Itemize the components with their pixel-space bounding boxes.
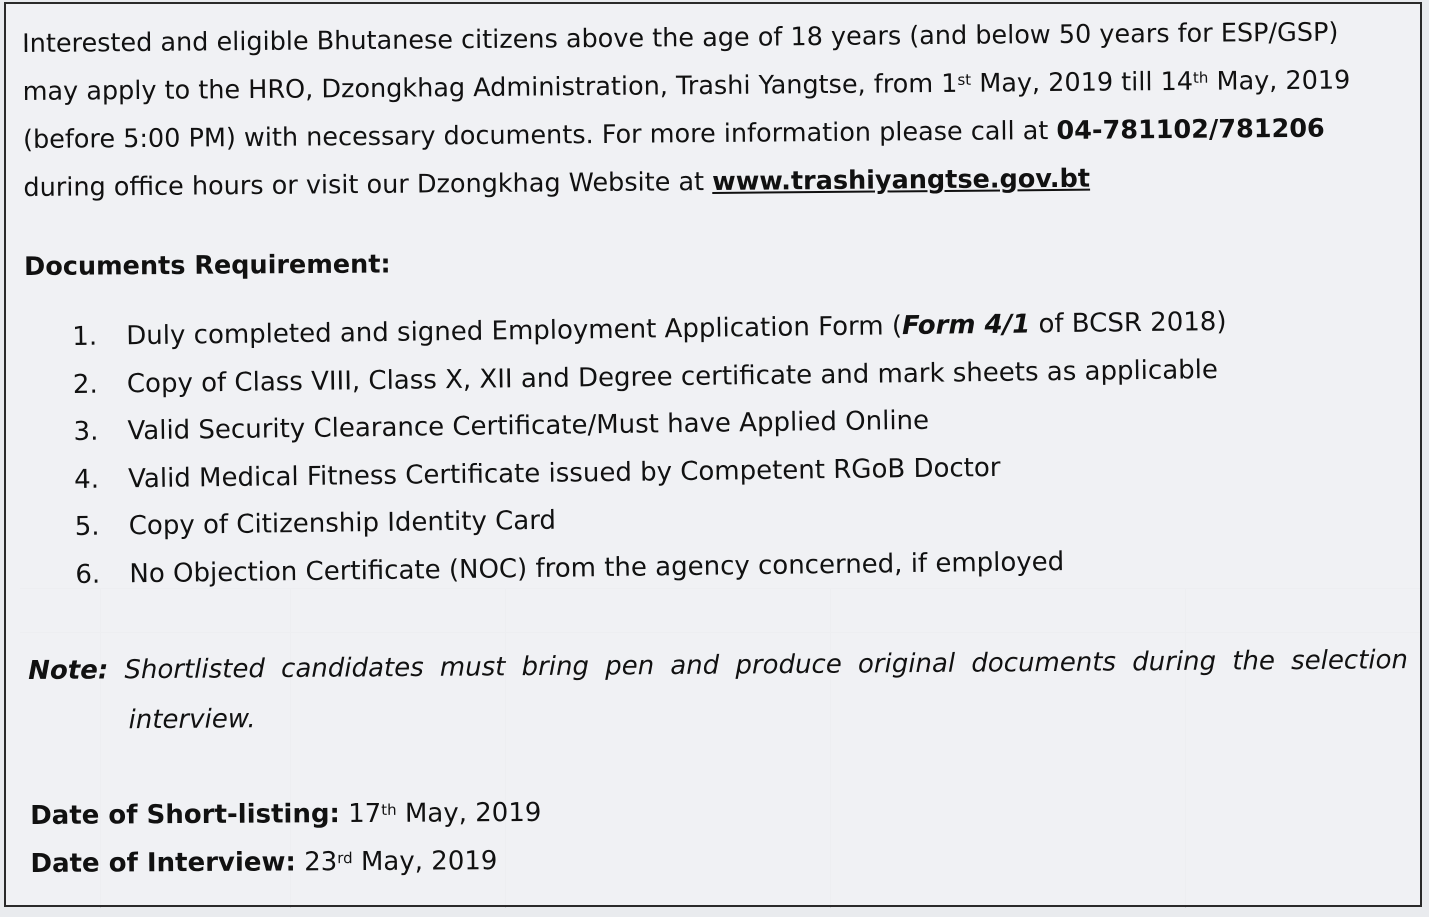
- list-number: 1.: [72, 321, 98, 352]
- note-label: Note:: [28, 655, 109, 686]
- note-word: candidates: [280, 652, 424, 685]
- paragraph-text: (before 5:00 PM) with necessary documents. For more information please call at: [22, 115, 1057, 155]
- application-paragraph: [22, 8, 1410, 212]
- note-word: original: [857, 648, 956, 680]
- notice-box: [4, 2, 1422, 907]
- website-link[interactable]: www.trashiyangtse.gov.bt: [712, 163, 1091, 197]
- phone-number: 04-781102/781206: [1056, 113, 1325, 146]
- ordinal-suffix: rd: [337, 849, 353, 868]
- list-number: 2.: [72, 369, 98, 400]
- list-number: 5.: [74, 511, 100, 542]
- ordinal-suffix: st: [957, 70, 972, 89]
- note-word: and: [670, 650, 720, 681]
- note-word: bring: [521, 651, 590, 683]
- list-number: 4.: [73, 464, 100, 495]
- paragraph-text: may apply to the HRO, Dzongkhag Administration, Trashi Yangtse, from 1: [22, 68, 958, 107]
- interview-date: [30, 837, 542, 888]
- note-word: the: [1232, 646, 1276, 677]
- paragraph-text: Interested and eligible Bhutanese citizens above the age of 18 years (and below 50 years for ESP/GSP): [22, 17, 1339, 59]
- note-word: Shortlisted: [124, 654, 266, 686]
- note-word: pen: [605, 651, 655, 682]
- dates-block: [30, 789, 542, 888]
- list-number: 3.: [73, 416, 99, 447]
- list-text: No Objection Certificate (NOC) from the agency concerned, if employed: [129, 546, 1065, 589]
- shortlisting-label: Date of Short-listing:: [30, 799, 340, 831]
- documents-heading: Documents Requirement:: [24, 249, 391, 282]
- list-number: 6.: [75, 559, 101, 590]
- note-word: documents: [971, 647, 1117, 679]
- list-text: Copy of Citizenship Identity Card: [128, 505, 557, 542]
- list-text: Valid Security Clearance Certificate/Must have Applied Online: [127, 405, 930, 447]
- list-text: Valid Medical Fitness Certificate issued by Competent RGoB Doctor: [127, 452, 1001, 494]
- date-value: May, 2019: [396, 797, 542, 829]
- date-value: 17: [339, 798, 382, 830]
- date-value: 23: [295, 847, 338, 878]
- date-value: May, 2019: [352, 846, 498, 878]
- paragraph-text: May, 2019: [1208, 65, 1351, 97]
- paragraph-text: during office hours or visit our Dzongkhag Website at: [23, 166, 713, 203]
- note-word: selection: [1290, 645, 1409, 677]
- list-text: of BCSR 2018): [1030, 306, 1227, 340]
- note-block: [28, 635, 1409, 746]
- interview-label: Date of Interview:: [30, 847, 296, 879]
- list-text: Duly completed and signed Employment Application Form (: [126, 311, 903, 352]
- ordinal-suffix: th: [381, 800, 397, 819]
- paragraph-text: May, 2019 till 14: [971, 66, 1194, 99]
- note-word: must: [439, 652, 506, 683]
- documents-list: [72, 299, 1230, 599]
- note-word: produce: [735, 649, 842, 681]
- note-line-2: interview.: [128, 704, 256, 736]
- list-text: Copy of Class VIII, Class X, XII and Degree certificate and mark sheets as applicable: [126, 354, 1219, 399]
- note-word: during: [1132, 646, 1217, 678]
- form-reference: Form 4/1: [901, 309, 1031, 342]
- shortlisting-date: [30, 789, 542, 840]
- ordinal-suffix: th: [1192, 68, 1209, 87]
